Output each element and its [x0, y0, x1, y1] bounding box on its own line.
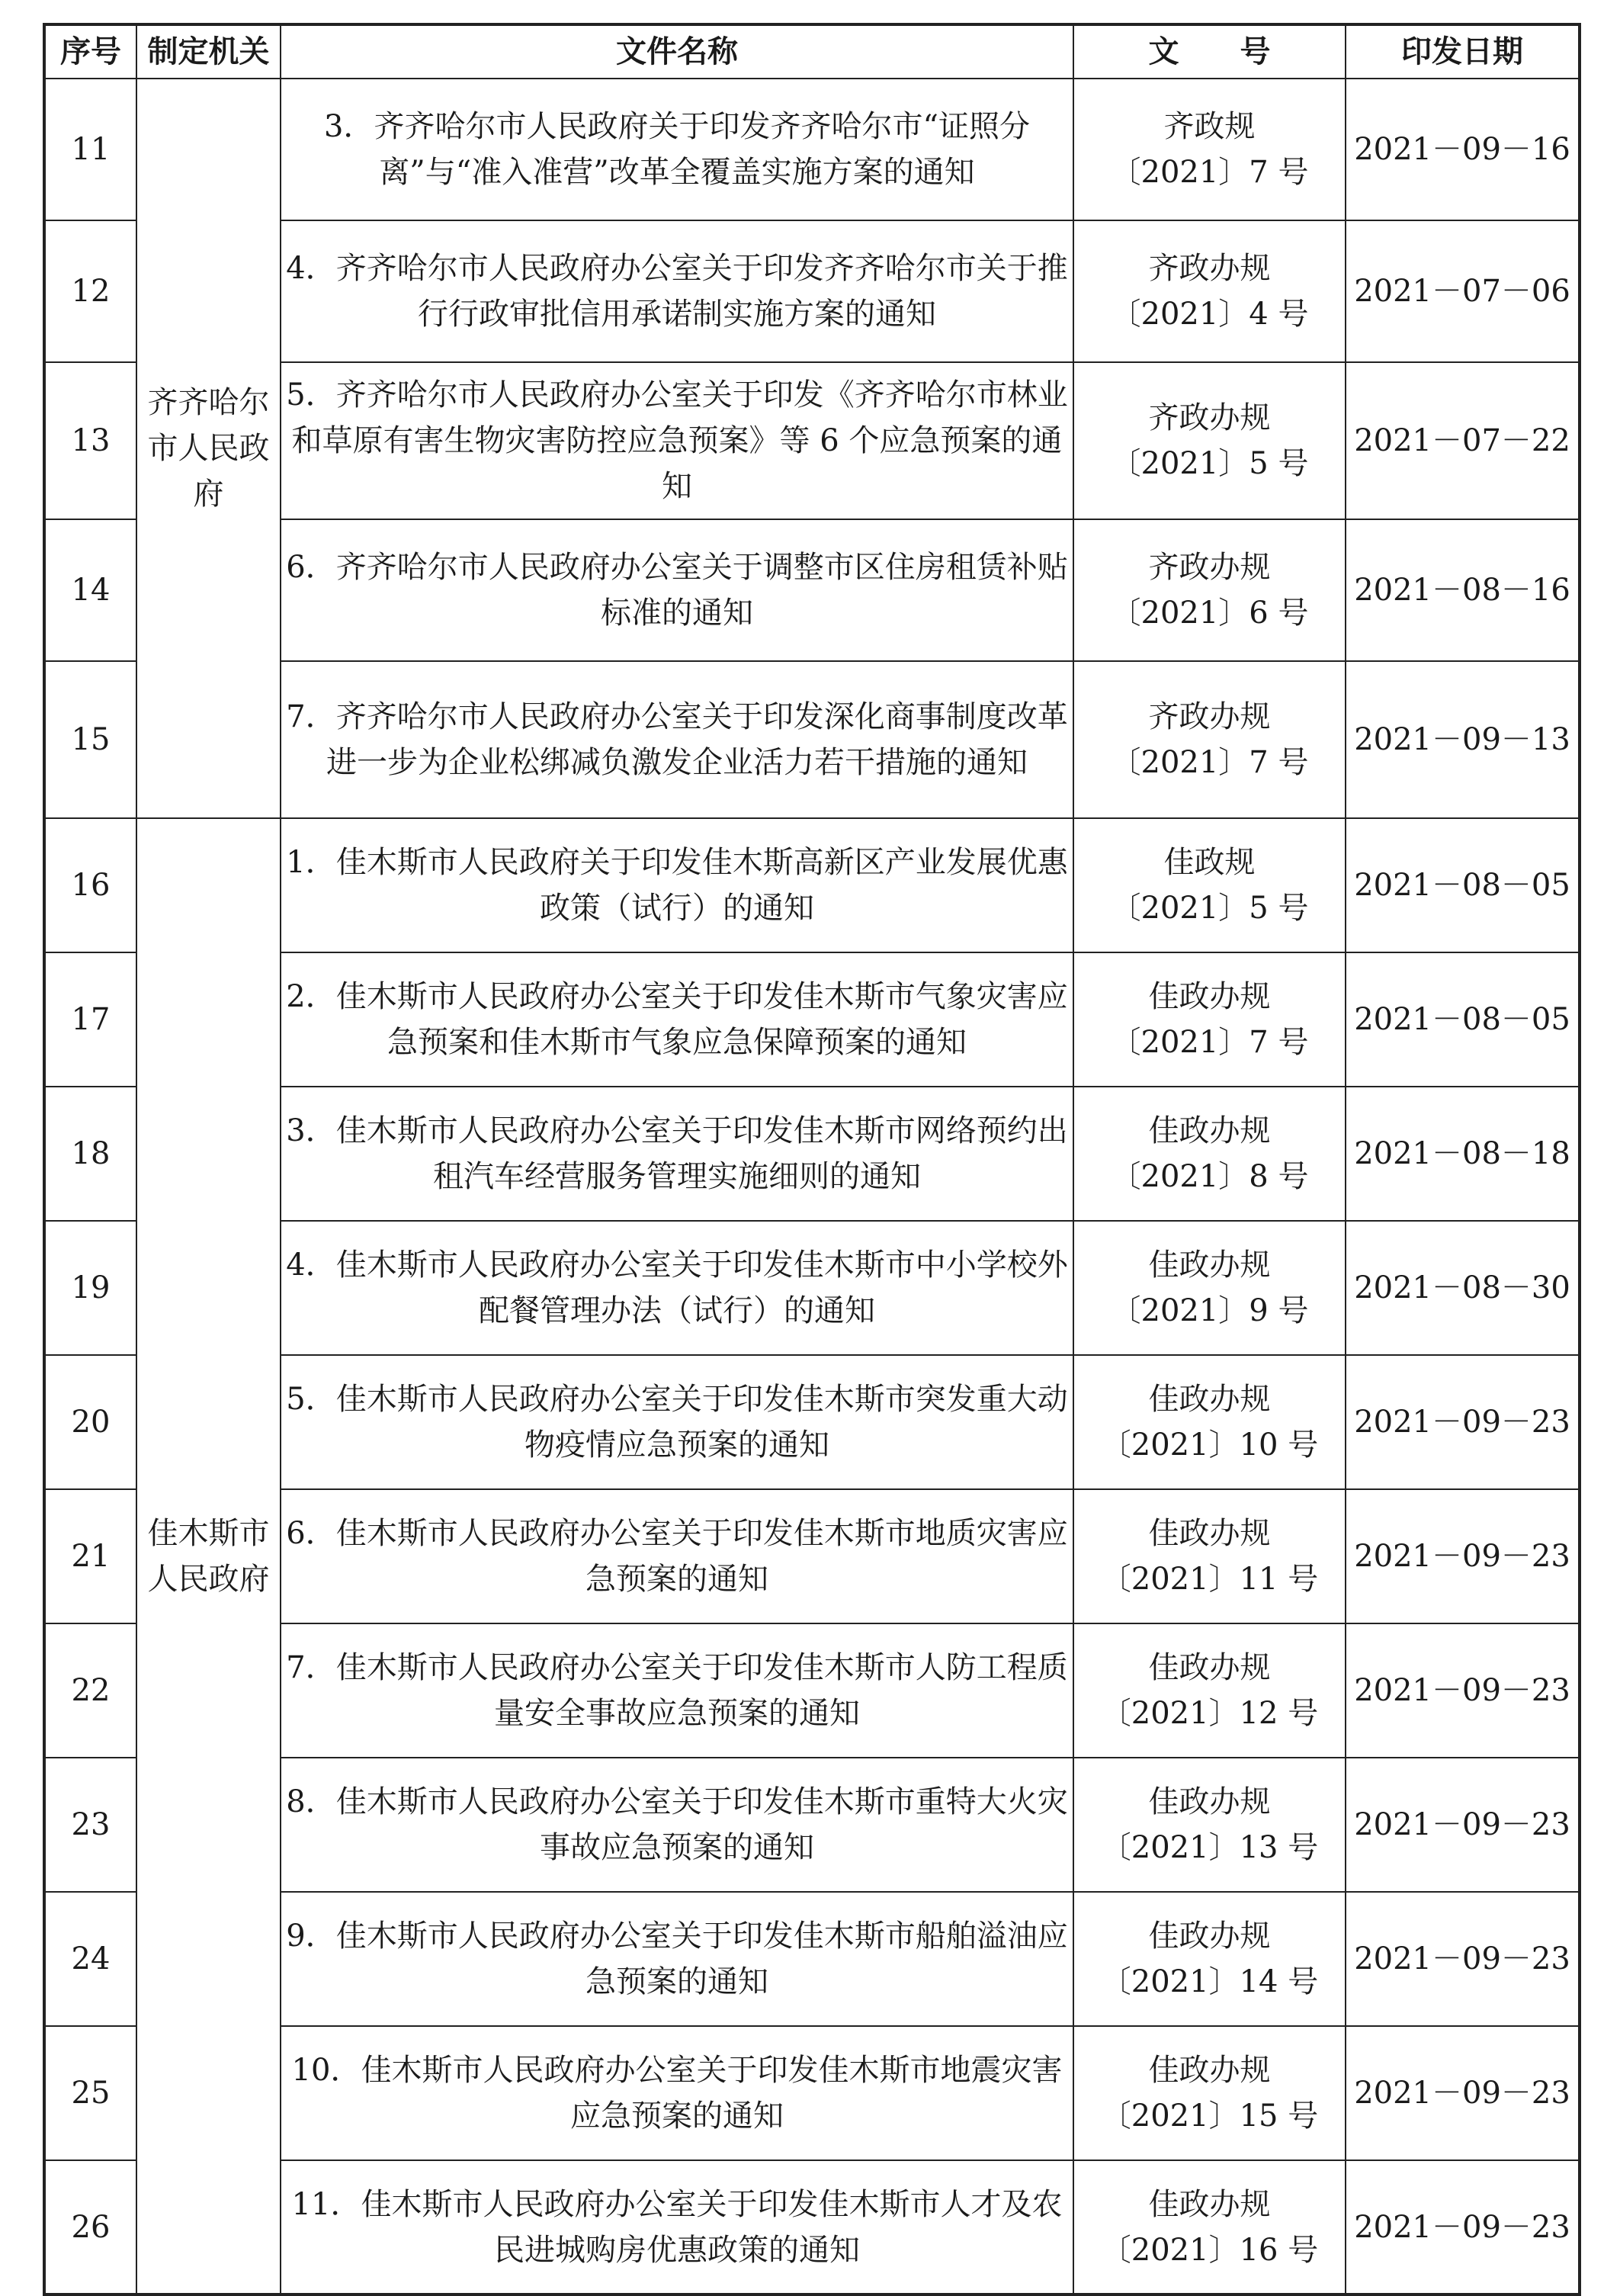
- document-number-year: 〔2021〕10 号: [1100, 1427, 1319, 1463]
- serial-number-cell: 22: [44, 1623, 136, 1758]
- document-number-year: 〔2021〕5 号: [1110, 891, 1309, 926]
- document-name-cell: 7．齐齐哈尔市人民政府办公室关于印发深化商事制度改革进一步为企业松绑减负激发企业活力若干措施的通知: [281, 661, 1073, 818]
- header-issue-date: 印发日期: [1346, 24, 1580, 79]
- document-number-cell: [1073, 2160, 1346, 2294]
- document-number-year: 〔2021〕11 号: [1100, 1562, 1319, 1597]
- document-name-cell: 4．佳木斯市人民政府办公室关于印发佳木斯市中小学校外配餐管理办法（试行）的通知: [281, 1221, 1073, 1355]
- issue-date-cell: 2021－09－23: [1346, 1355, 1580, 1489]
- document-number-year: 〔2021〕13 号: [1100, 1830, 1319, 1865]
- document-number-cell: [1073, 79, 1346, 220]
- document-number-year: 〔2021〕4 号: [1110, 297, 1309, 332]
- document-number-prefix: 齐政规: [1163, 109, 1256, 144]
- document-number-cell: [1073, 220, 1346, 362]
- document-number-year: 〔2021〕7 号: [1110, 745, 1309, 780]
- document-number-cell: [1073, 661, 1346, 818]
- table-row: [44, 818, 1580, 952]
- document-number-prefix: 齐政办规: [1148, 550, 1271, 585]
- serial-number-cell: 15: [44, 661, 136, 818]
- document-number-prefix: 佳政办规: [1148, 1919, 1271, 1954]
- issue-date-cell: 2021－09－23: [1346, 1758, 1580, 1892]
- document-number-year: 〔2021〕15 号: [1100, 2099, 1319, 2134]
- issue-date-cell: 2021－09－23: [1346, 1489, 1580, 1623]
- document-number-cell: [1073, 818, 1346, 952]
- document-number-cell: [1073, 519, 1346, 661]
- serial-number-cell: 18: [44, 1087, 136, 1221]
- issue-date-cell: 2021－08－18: [1346, 1087, 1580, 1221]
- issue-date-cell: 2021－07－22: [1346, 362, 1580, 519]
- document-number-prefix: 佳政办规: [1148, 1382, 1271, 1417]
- serial-number-cell: 24: [44, 1892, 136, 2026]
- serial-number-cell: 16: [44, 818, 136, 952]
- document-name-cell: 3．佳木斯市人民政府办公室关于印发佳木斯市网络预约出租汽车经营服务管理实施细则的通知: [281, 1087, 1073, 1221]
- issue-date-cell: 2021－08－16: [1346, 519, 1580, 661]
- header-issuing-agency: 制定机关: [136, 24, 281, 79]
- document-name-cell: 2．佳木斯市人民政府办公室关于印发佳木斯市气象灾害应急预案和佳木斯市气象应急保障预案的通知: [281, 952, 1073, 1087]
- document-number-prefix: 佳政办规: [1148, 1113, 1271, 1148]
- document-name-cell: 7．佳木斯市人民政府办公室关于印发佳木斯市人防工程质量安全事故应急预案的通知: [281, 1623, 1073, 1758]
- document-number-prefix: 佳政办规: [1148, 979, 1271, 1014]
- serial-number-cell: 21: [44, 1489, 136, 1623]
- issue-date-cell: 2021－09－23: [1346, 1892, 1580, 2026]
- document-name-cell: 11．佳木斯市人民政府办公室关于印发佳木斯市人才及农民进城购房优惠政策的通知: [281, 2160, 1073, 2294]
- document-number-year: 〔2021〕7 号: [1110, 155, 1309, 190]
- document-name-cell: 6．齐齐哈尔市人民政府办公室关于调整市区住房租赁补贴标准的通知: [281, 519, 1073, 661]
- document-number-cell: [1073, 1623, 1346, 1758]
- serial-number-cell: 25: [44, 2026, 136, 2160]
- document-number-cell: [1073, 1758, 1346, 1892]
- header-document-number: 文 号: [1073, 24, 1346, 79]
- issue-date-cell: 2021－09－13: [1346, 661, 1580, 818]
- document-number-prefix: 佳政办规: [1148, 1784, 1271, 1819]
- issuing-agency-cell: 齐齐哈尔市人民政府: [136, 79, 281, 818]
- serial-number-cell: 14: [44, 519, 136, 661]
- document-number-prefix: 齐政办规: [1148, 251, 1271, 286]
- document-number-prefix: 佳政办规: [1148, 1248, 1271, 1283]
- document-number-cell: [1073, 1087, 1346, 1221]
- document-name-cell: 5．齐齐哈尔市人民政府办公室关于印发《齐齐哈尔市林业和草原有害生物灾害防控应急预案》等 6 个应急预案的通知: [281, 362, 1073, 519]
- document-number-cell: [1073, 952, 1346, 1087]
- document-name-cell: 4．齐齐哈尔市人民政府办公室关于印发齐齐哈尔市关于推行行政审批信用承诺制实施方案的通知: [281, 220, 1073, 362]
- serial-number-cell: 23: [44, 1758, 136, 1892]
- issuing-agency-cell: 佳木斯市人民政府: [136, 818, 281, 2294]
- document-number-year: 〔2021〕16 号: [1100, 2232, 1319, 2268]
- issue-date-cell: 2021－09－16: [1346, 79, 1580, 220]
- issue-date-cell: 2021－09－23: [1346, 1623, 1580, 1758]
- document-number-year: 〔2021〕14 号: [1100, 1964, 1319, 1999]
- issue-date-cell: 2021－09－23: [1346, 2160, 1580, 2294]
- document-number-prefix: 佳政办规: [1148, 2186, 1271, 2222]
- document-number-cell: [1073, 1355, 1346, 1489]
- document-number-year: 〔2021〕8 号: [1110, 1159, 1309, 1194]
- document-number-prefix: 佳政规: [1163, 845, 1256, 880]
- serial-number-cell: 19: [44, 1221, 136, 1355]
- document-number-cell: [1073, 2026, 1346, 2160]
- document-number-year: 〔2021〕7 号: [1110, 1025, 1309, 1060]
- document-number-cell: [1073, 362, 1346, 519]
- issue-date-cell: 2021－08－30: [1346, 1221, 1580, 1355]
- issue-date-cell: 2021－08－05: [1346, 952, 1580, 1087]
- document-number-prefix: 佳政办规: [1148, 2053, 1271, 2088]
- document-number-prefix: 齐政办规: [1148, 400, 1271, 435]
- serial-number-cell: 11: [44, 79, 136, 220]
- document-number-prefix: 佳政办规: [1148, 1516, 1271, 1551]
- header-serial-number: 序号: [44, 24, 136, 79]
- document-number-cell: [1073, 1221, 1346, 1355]
- document-number-cell: [1073, 1892, 1346, 2026]
- document-name-cell: 9．佳木斯市人民政府办公室关于印发佳木斯市船舶溢油应急预案的通知: [281, 1892, 1073, 2026]
- document-name-cell: 1．佳木斯市人民政府关于印发佳木斯高新区产业发展优惠政策（试行）的通知: [281, 818, 1073, 952]
- serial-number-cell: 20: [44, 1355, 136, 1489]
- serial-number-cell: 17: [44, 952, 136, 1087]
- document-number-year: 〔2021〕5 号: [1110, 446, 1309, 481]
- document-name-cell: 10．佳木斯市人民政府办公室关于印发佳木斯市地震灾害应急预案的通知: [281, 2026, 1073, 2160]
- issue-date-cell: 2021－09－23: [1346, 2026, 1580, 2160]
- header-row: [44, 24, 1580, 79]
- regulations-table: [43, 23, 1581, 2296]
- document-number-prefix: 齐政办规: [1148, 699, 1271, 734]
- document-number-year: 〔2021〕12 号: [1100, 1696, 1319, 1731]
- document-number-year: 〔2021〕9 号: [1110, 1293, 1309, 1328]
- serial-number-cell: 12: [44, 220, 136, 362]
- document-name-cell: 3．齐齐哈尔市人民政府关于印发齐齐哈尔市“证照分离”与“准入准营”改革全覆盖实施方案的通知: [281, 79, 1073, 220]
- header-document-name: 文件名称: [281, 24, 1073, 79]
- document-number-cell: [1073, 1489, 1346, 1623]
- serial-number-cell: 13: [44, 362, 136, 519]
- document-number-prefix: 佳政办规: [1148, 1650, 1271, 1685]
- document-name-cell: 8．佳木斯市人民政府办公室关于印发佳木斯市重特大火灾事故应急预案的通知: [281, 1758, 1073, 1892]
- document-name-cell: 6．佳木斯市人民政府办公室关于印发佳木斯市地质灾害应急预案的通知: [281, 1489, 1073, 1623]
- table-row: [44, 79, 1580, 220]
- issue-date-cell: 2021－08－05: [1346, 818, 1580, 952]
- issue-date-cell: 2021－07－06: [1346, 220, 1580, 362]
- serial-number-cell: 26: [44, 2160, 136, 2294]
- document-number-year: 〔2021〕6 号: [1110, 596, 1309, 631]
- document-name-cell: 5．佳木斯市人民政府办公室关于印发佳木斯市突发重大动物疫情应急预案的通知: [281, 1355, 1073, 1489]
